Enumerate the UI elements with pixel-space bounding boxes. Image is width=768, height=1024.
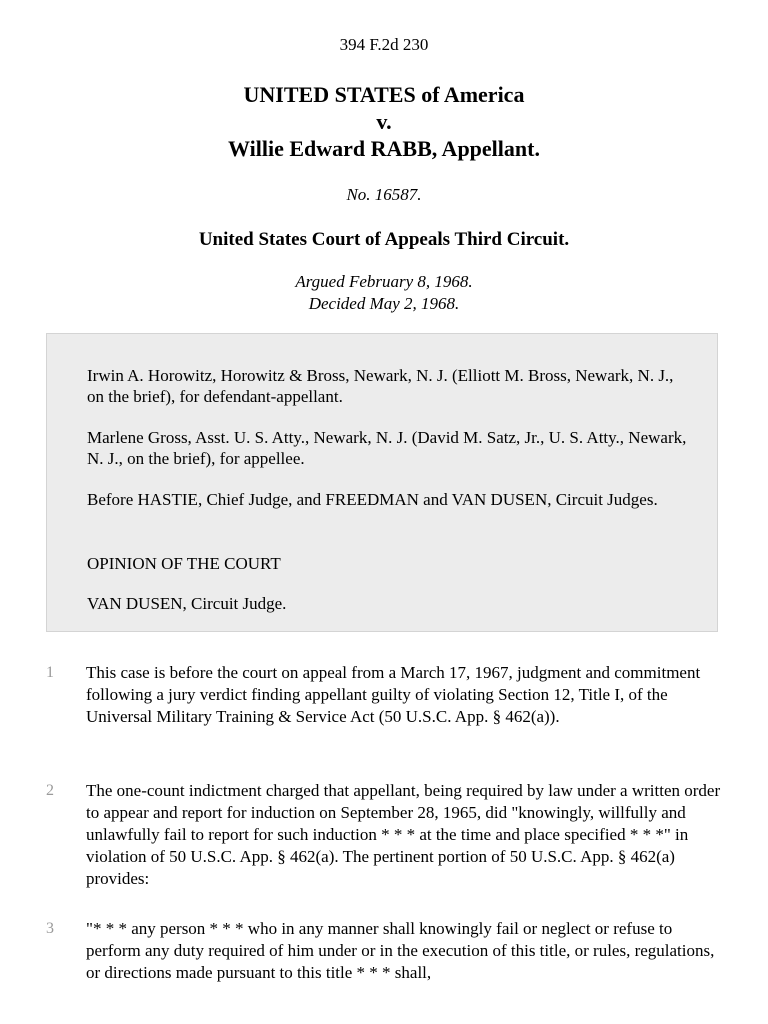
argued-date: Argued February 8, 1968. [295, 272, 473, 291]
docket-number: No. 16587. [346, 185, 422, 204]
paragraph-text: This case is before the court on appeal from a March 17, 1967, judgment and commitment following a jury verdict finding appellant guilty of violating Section 12, Title I, of the Universal Military Training & Service Act (50 U.S.C. App. § 462(a)). [86, 663, 701, 726]
judges-panel: Before HASTIE, Chief Judge, and FREEDMAN and VAN DUSEN, Circuit Judges. [87, 490, 658, 509]
paragraph-text: "* * * any person * * * who in any manner shall knowingly fail or neglect or refuse to perform any duty required of him under or in the execution of this title, or rules, regulations, or directions made pursuant to this title * * * shall, [86, 919, 715, 982]
paragraph-text: The one-count indictment charged that appellant, being required by law under a written order to appear and report for induction on September 28, 1965, did "knowingly, willfully and unlawfully fail to report for such induction * * * at the time and place specified * * *" in violation of 50 U.S.C. App. § 462(a). The pertinent portion of 50 U.S.C. App. § 462(a) provides: [86, 781, 721, 888]
decided-date: Decided May 2, 1968. [308, 294, 460, 313]
case-dates [0, 271, 768, 315]
paragraph-number: 1 [46, 664, 54, 681]
court-name: United States Court of Appeals Third Circuit. [198, 229, 570, 250]
case-citation: 394 F.2d 230 [339, 35, 429, 54]
counsel-box [46, 333, 718, 632]
opinion-author: VAN DUSEN, Circuit Judge. [87, 594, 287, 613]
appellee-counsel: Marlene Gross, Asst. U. S. Atty., Newark, N. J. (David M. Satz, Jr., U. S. Atty., Newark, N. J., on the brief), for appellee. [87, 428, 687, 468]
paragraph-number: 3 [46, 920, 54, 937]
case-title-plaintiff: UNITED STATES of America [243, 82, 525, 107]
case-title [0, 81, 768, 162]
opinion-heading: OPINION OF THE COURT [87, 554, 281, 573]
appellant-counsel: Irwin A. Horowitz, Horowitz & Bross, Newark, N. J. (Elliott M. Bross, Newark, N. J., on the brief), for defendant-appellant. [87, 366, 674, 406]
case-title-versus: v. [376, 109, 392, 134]
case-title-defendant: Willie Edward RABB, Appellant. [228, 136, 540, 161]
paragraph-number: 2 [46, 782, 54, 799]
